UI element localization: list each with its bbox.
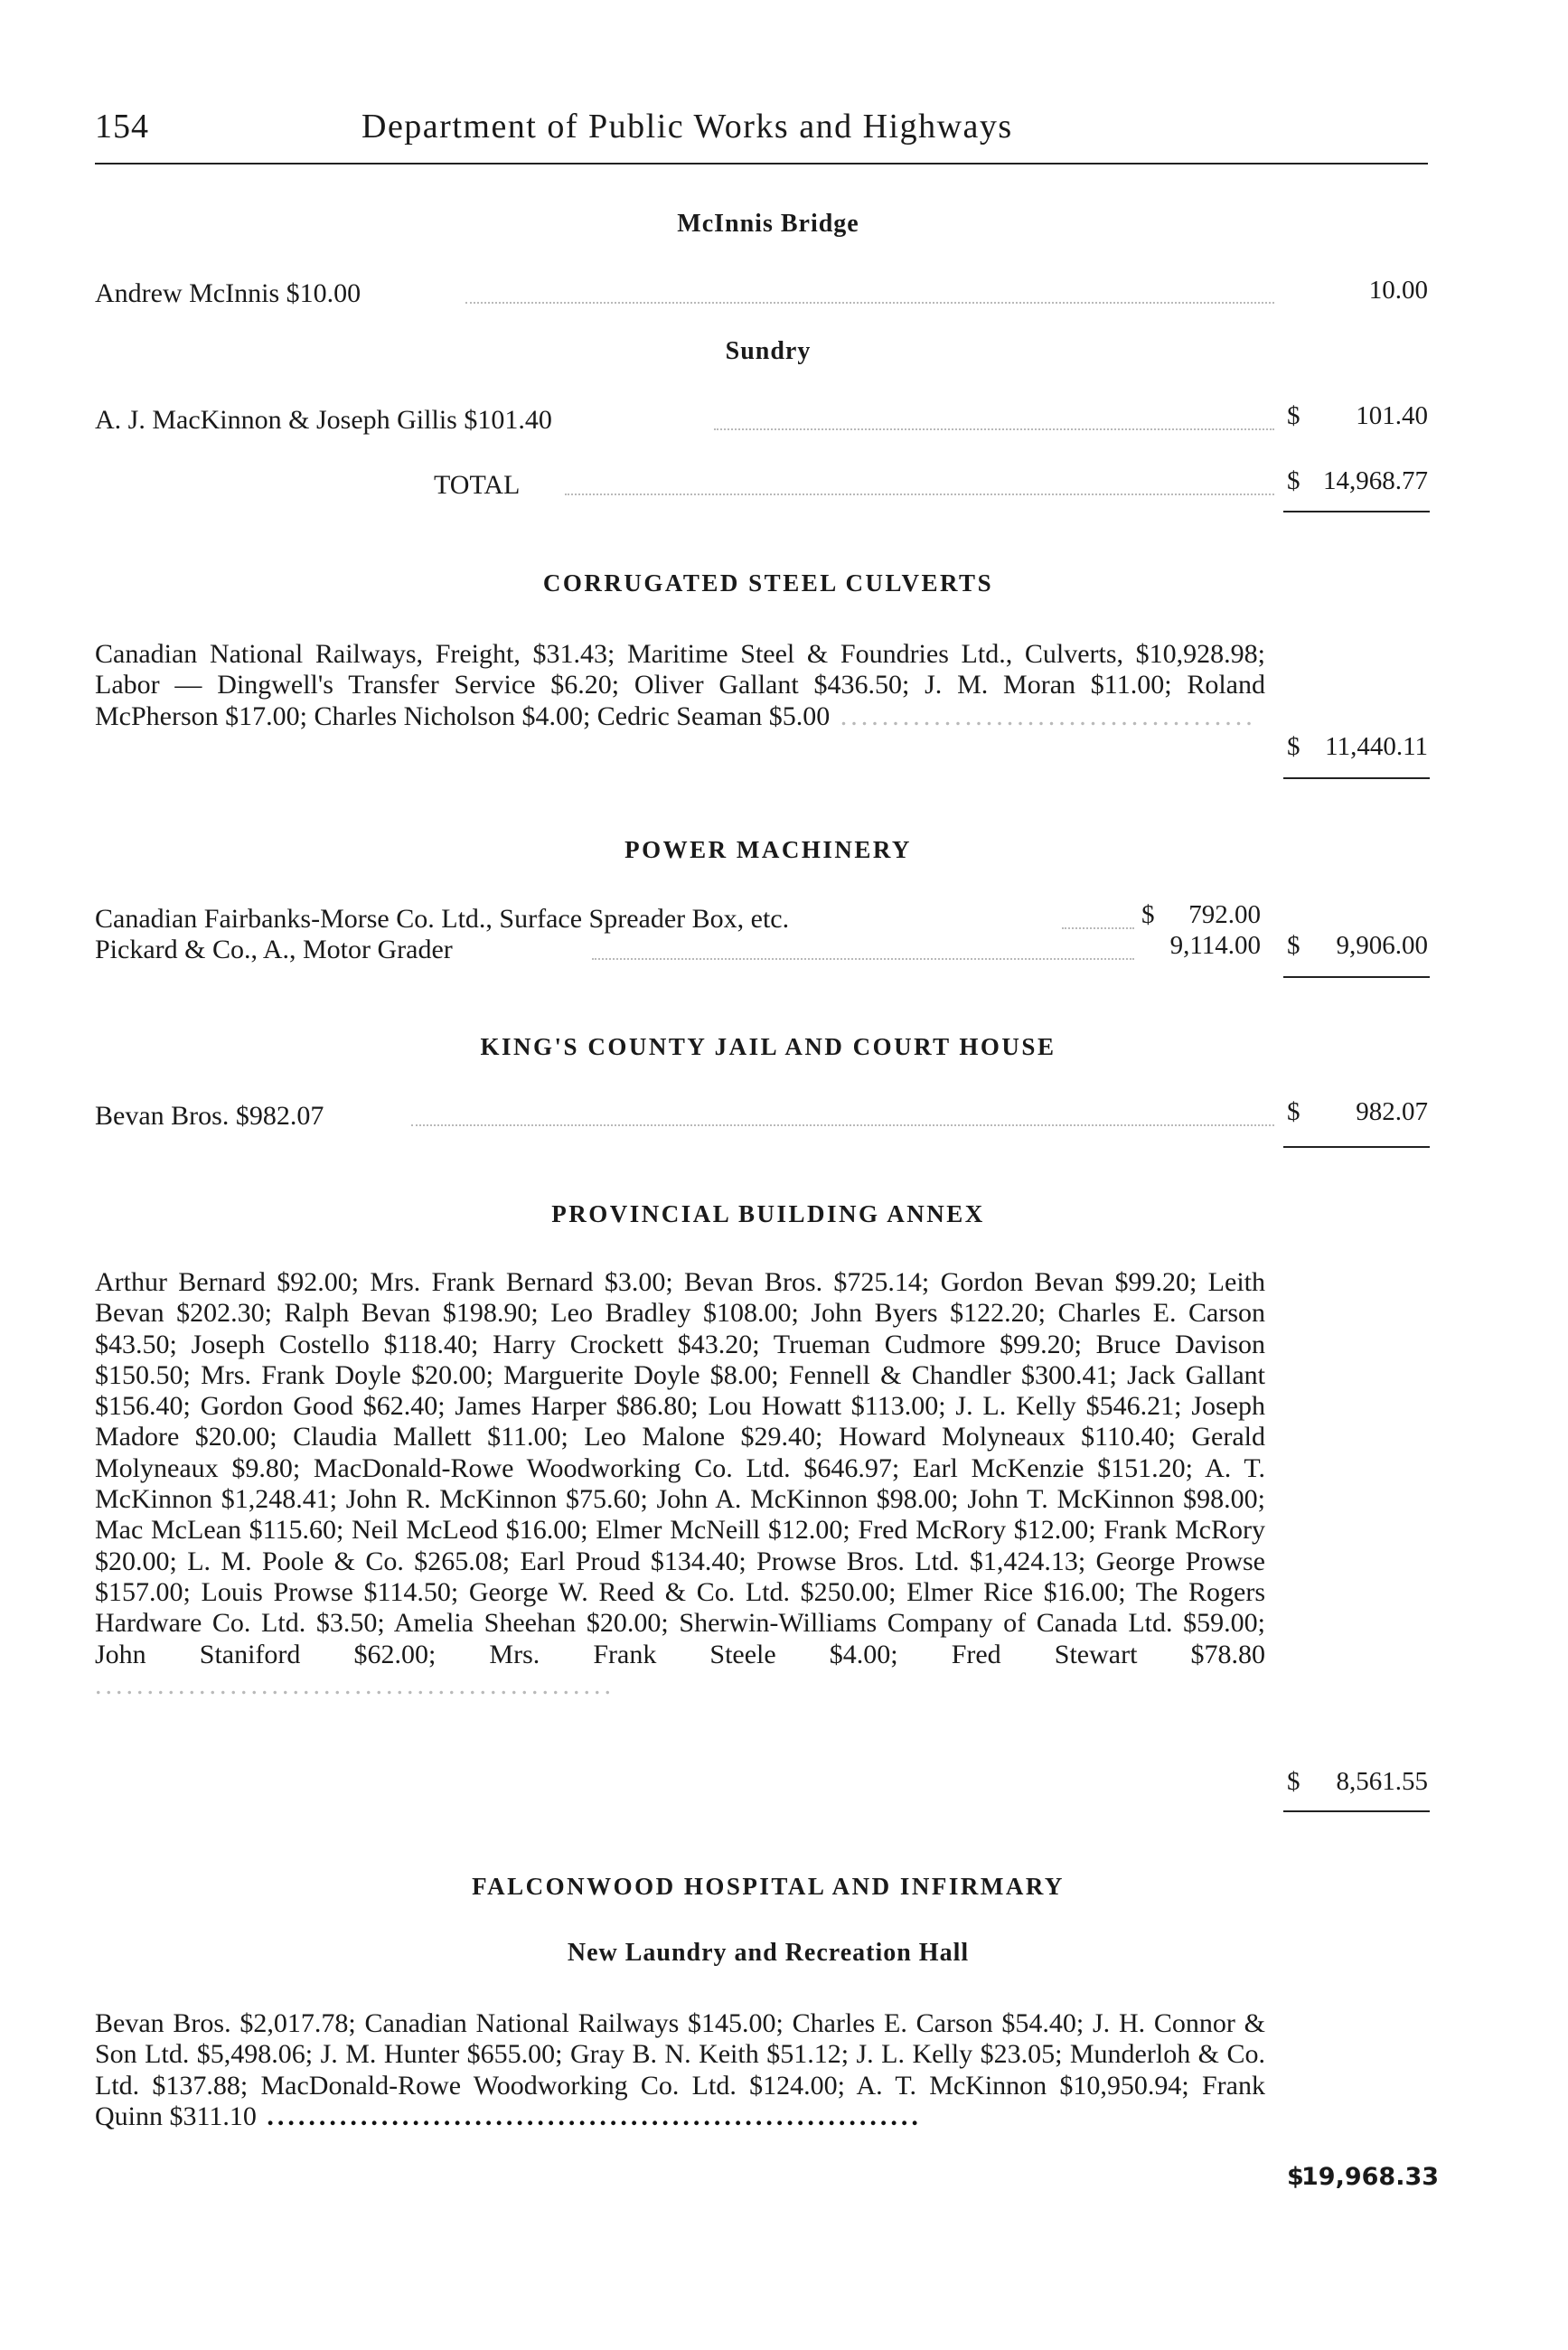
section-heading-culverts: CORRUGATED STEEL CULVERTS [542,569,994,597]
total-amount: 14,968.77 [1323,466,1428,495]
annex-paragraph: Arthur Bernard $92.00; Mrs. Frank Bernard $3.00; Bevan Bros. $725.14; Gordon Bevan $99.20; Leith Bevan $202.30; Ralph Bevan $198.90; Leo Bradley $108.00; John Byers $122.20; Charles E. Carson $43.50; Joseph Costello $118.40; Harry Crockett $43.20; Trueman Cudmore $99.20; Bruce Davison $150.50; Mrs. Frank Doyle $20.00; Marguerite Doyle $8.00; Fennell & Chandler $300.41; Jack Gallant $156.40; Gordon Good $62.40; James Harper $86.80; Lou Howatt $113.00; J. L. Kelly $546.21; Joseph Madore $20.00; Claudia Mallett $11.00; Leo Malone $29.40; Howard Molyneaux $110.40; Gerald Molyneaux $9.80; MacDonald-Rowe Woodworking Co. Ltd. $646.97; Earl McKenzie $151.20; A. T. McKinnon $1,248.41; John R. McKinnon $75.60; John A. McKinnon $98.00; John T. McKinnon $98.00; Mac McLean $115.60; Neil McLeod $16.00; Elmer McNeill $12.00; Fred McRory $12.00; Frank McRory $20.00; L. M. Poole & Co. $265.08; Earl Proud $134.40; Prowse Bros. Ltd. $1,424.13; George Prowse $157.00; Louis Prowse $114.50; George W. Reed & Co. Ltd. $250.00; Elmer Rice $16.00; The Rogers Hardware Co. Ltd. $3.50; Amelia Sheehan $20.00; Sherwin-Williams Company of Canada Ltd. $59.00; John Staniford $62.00; Mrs. Frank Steele $4.00; Fred Stewart $78.80 .................................................. [95,1267,1265,1700]
total-label: TOTAL [434,470,521,500]
page-header [95,107,1432,170]
jail-dollar: $ [1287,1097,1300,1126]
annex-dollar: $ [1287,1767,1300,1796]
leader-dots [565,494,1274,495]
culverts-paragraph: Canadian National Railways, Freight, $31.43; Maritime Steel & Foundries Ltd., Culverts, $10,928.98; Labor — Dingwell's Transfer Service $6.20; Oliver Gallant $436.50; J. M. Moran $11.00; Roland McPherson $17.00; Charles Nicholson $4.00; Cedric Seaman $5.00 ........................................ [95,639,1265,731]
leader-dots [1062,927,1134,929]
annex-amount: 8,561.55 [1336,1767,1428,1796]
falconwood-text: Bevan Bros. $2,017.78; Canadian National Railways $145.00; Charles E. Carson $54.40; J. H. Connor & Son Ltd. $5,498.06; J. M. Hunter $655.00; Gray B. N. Keith $51.12; J. L. Kelly $23.05; Munderloh & Co. Ltd. $137.88; MacDonald-Rowe Woodworking Co. Ltd. $124.00; A. T. McKinnon $10,950.94; Frank Quinn $311.10 [95,2008,1265,2131]
mcinnis-item: Andrew McInnis $10.00 [95,278,361,308]
falconwood-dollar: $ [1287,2163,1304,2191]
section-heading-kings-county-jail: KING'S COUNTY JAIL AND COURT HOUSE [480,1033,1056,1060]
falconwood-paragraph: Bevan Bros. $2,017.78; Canadian National Railways $145.00; Charles E. Carson $54.40; J. H. Connor & Son Ltd. $5,498.06; J. M. Hunter $655.00; Gray B. N. Keith $51.12; J. L. Kelly $23.05; Munderloh & Co. Ltd. $137.88; MacDonald-Rowe Woodworking Co. Ltd. $124.00; A. T. McKinnon $10,950.94; Frank Quinn $311.10 ............................................................... [95,2008,1265,2131]
culverts-dollar: $ [1287,732,1300,761]
falconwood-amount: 19,968.33 [1301,2163,1440,2191]
total-rule [1283,511,1430,512]
sundry-item: A. J. MacKinnon & Joseph Gillis $101.40 [95,405,552,435]
annex-rule [1283,1810,1430,1812]
sundry-amount: 101.40 [1356,401,1428,430]
leader-dots [714,428,1274,430]
total-dollar: $ [1287,466,1300,495]
sundry-dollar: $ [1287,401,1300,430]
culverts-text: Canadian National Railways, Freight, $31.43; Maritime Steel & Foundries Ltd., Culverts, $10,928.98; Labor — Dingwell's Transfer Service $6.20; Oliver Gallant $436.50; J. M. Moran $11.00; Roland McPherson $17.00; Charles Nicholson $4.00; Cedric Seaman $5.00 [95,639,1265,731]
culverts-rule [1283,777,1430,779]
jail-amount: 982.07 [1356,1097,1428,1126]
section-heading-power-machinery: POWER MACHINERY [624,836,912,863]
power-item-1: Canadian Fairbanks-Morse Co. Ltd., Surface Spreader Box, etc. [95,904,790,934]
jail-rule [1283,1146,1430,1148]
section-heading-falconwood-hospital: FALCONWOOD HOSPITAL AND INFIRMARY [472,1873,1065,1900]
running-title: Department of Public Works and Highways [361,108,1013,146]
power-total: 9,906.00 [1336,931,1428,960]
jail-item: Bevan Bros. $982.07 [95,1101,324,1131]
leader-dots [592,958,1134,960]
power-rule [1283,976,1430,978]
culverts-amount: 11,440.11 [1325,732,1428,761]
power-item-2-amount: 9,114.00 [1169,931,1261,960]
annex-text: Arthur Bernard $92.00; Mrs. Frank Bernard $3.00; Bevan Bros. $725.14; Gordon Bevan $99.20; Leith Bevan $202.30; Ralph Bevan $198.90; Leo Bradley $108.00; John Byers $122.20; Charles E. Carson $43.50; Joseph Costello $118.40; Harry Crockett $43.20; Trueman Cudmore $99.20; Bruce Davison $150.50; Mrs. Frank Doyle $20.00; Marguerite Doyle $8.00; Fennell & Chandler $300.41; Jack Gallant $156.40; Gordon Good $62.40; James Harper $86.80; Lou Howatt $113.00; J. L. Kelly $546.21; Joseph Madore $20.00; Claudia Mallett $11.00; Leo Malone $29.40; Howard Molyneaux $110.40; Gerald Molyneaux $9.80; MacDonald-Rowe Woodworking Co. Ltd. $646.97; Earl McKenzie $151.20; A. T. McKinnon $1,248.41; John R. McKinnon $75.60; John A. McKinnon $98.00; John T. McKinnon $98.00; Mac McLean $115.60; Neil McLeod $16.00; Elmer McNeill $12.00; Fred McRory $12.00; Frank McRory $20.00; L. M. Poole & Co. $265.08; Earl Proud $134.40; Prowse Bros. Ltd. $1,424.13; George Prowse $157.00; Louis Prowse $114.50; George W. Reed & Co. Ltd. $250.00; Elmer Rice $16.00; The Rogers Hardware Co. Ltd. $3.50; Amelia Sheehan $20.00; Sherwin-Williams Company of Canada Ltd. $59.00; John Staniford $62.00; Mrs. Frank Steele $4.00; Fred Stewart $78.80 [95,1267,1265,1669]
power-item-2: Pickard & Co., A., Motor Grader [95,935,453,964]
section-heading-mcinnis-bridge: McInnis Bridge [677,210,859,238]
section-heading-sundry: Sundry [725,337,812,365]
header-rule [95,163,1428,164]
leader-dots [411,1124,1274,1126]
page-number: 154 [95,108,149,146]
leader-dots [465,302,1274,304]
section-heading-provincial-building-annex: PROVINCIAL BUILDING ANNEX [551,1200,985,1227]
power-item-1-dollar: $ [1141,900,1155,929]
power-dollar: $ [1287,931,1300,960]
power-item-1-amount: 792.00 [1188,900,1261,929]
section-subheading-laundry: New Laundry and Recreation Hall [567,1939,970,1967]
mcinnis-amount: 10.00 [1368,276,1428,305]
